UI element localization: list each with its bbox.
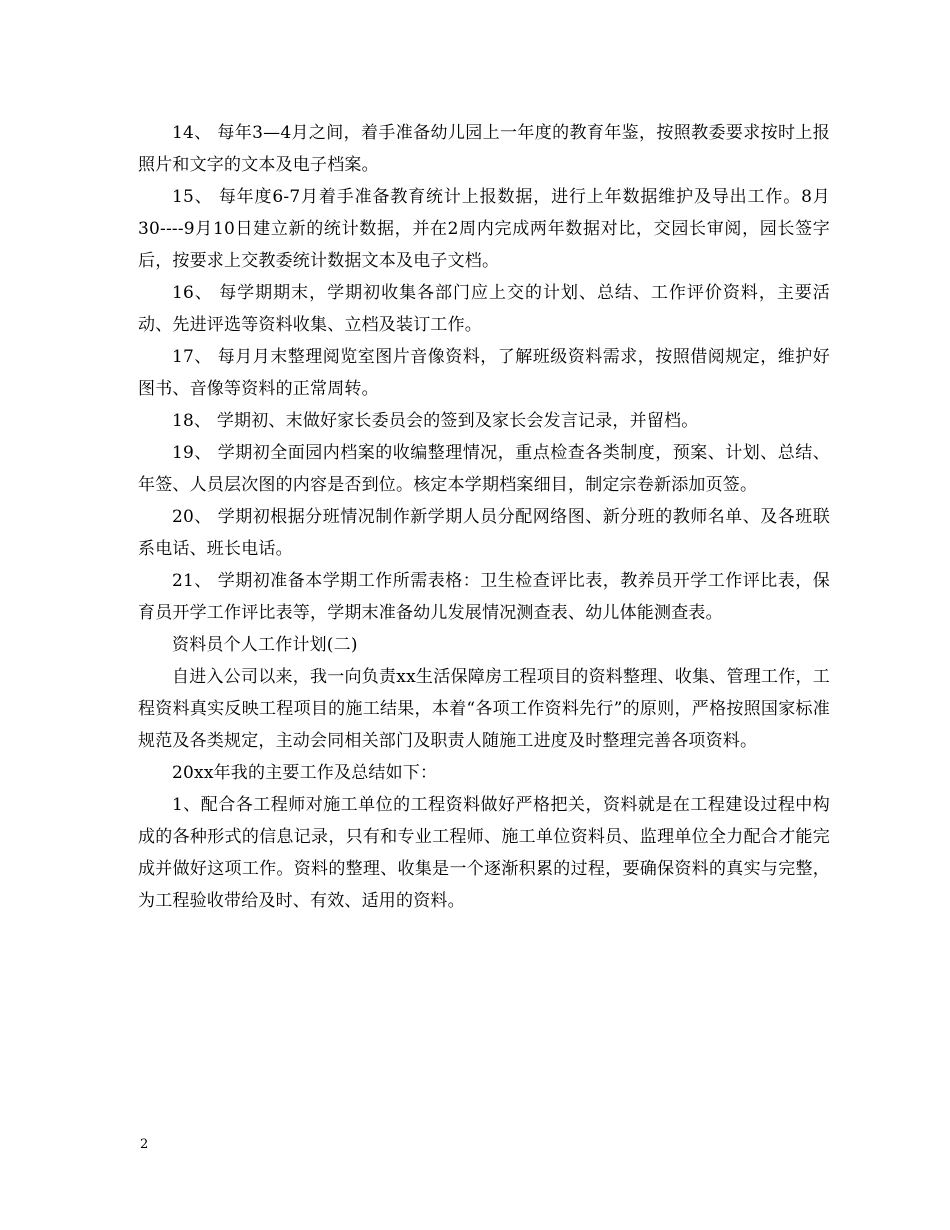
- paragraph-item-18: 18、 学期初、末做好家长委员会的签到及家长会发言记录，并留档。: [172, 411, 699, 431]
- intro-paragraph: 自进入公司以来，我一向负责xx生活保障房工程项目的资料整理、收集、管理工作，工程资料真实反映工程项目的施工结果，本着“各项工作资料先行”的原则，严格按照国家标准规范及各类规定，主动会同相关部门及职责人随施工进度及时整理完善各项资料。: [138, 667, 830, 751]
- page-number: 2: [140, 1137, 149, 1152]
- section-heading: 资料员个人工作计划(二): [172, 635, 358, 655]
- paragraph-item-17: 17、 每月月末整理阅览室图片音像资料，了解班级资料需求，按照借阅规定，维护好图书、音像等资料的正常周转。: [138, 347, 830, 399]
- paragraph-item-20: 20、 学期初根据分班情况制作新学期人员分配网络图、新分班的教师名单、及各班联系电话、班长电话。: [138, 507, 830, 559]
- paragraph-item-21: 21、 学期初准备本学期工作所需表格：卫生检查评比表，教养员开学工作评比表，保育员开学工作评比表等，学期末准备幼儿发展情况测查表、幼儿体能测查表。: [138, 571, 830, 623]
- paragraph-item-15: 15、 每年度6-7月着手准备教育统计上报数据，进行上年数据维护及导出工作。8月30----9月10日建立新的统计数据，并在2周内完成两年数据对比，交园长审阅，园长签字后，按要求上交教委统计数据文本及电子文档。: [138, 187, 830, 271]
- paragraph-item-16: 16、 每学期期末，学期初收集各部门应上交的计划、总结、工作评价资料，主要活动、先进评选等资料收集、立档及装订工作。: [138, 283, 830, 335]
- paragraph-item-14: 14、 每年3—4月之间，着手准备幼儿园上一年度的教育年鉴，按照教委要求按时上报照片和文字的文本及电子档案。: [138, 123, 830, 175]
- summary-item-1: 1、配合各工程师对施工单位的工程资料做好严格把关，资料就是在工程建设过程中构成的各种形式的信息记录，只有和专业工程师、施工单位资料员、监理单位全力配合才能完成并做好这项工作。资料的整理、收集是一个逐渐积累的过程，要确保资料的真实与完整，为工程验收带给及时、有效、适用的资料。: [138, 795, 830, 911]
- document-body: [138, 117, 830, 917]
- summary-lead: 20xx年我的主要工作及总结如下：: [172, 763, 438, 783]
- paragraph-item-19: 19、 学期初全面园内档案的收编整理情况，重点检查各类制度，预案、计划、总结、年签、人员层次图的内容是否到位。核定本学期档案细目，制定宗卷新添加页签。: [138, 443, 830, 495]
